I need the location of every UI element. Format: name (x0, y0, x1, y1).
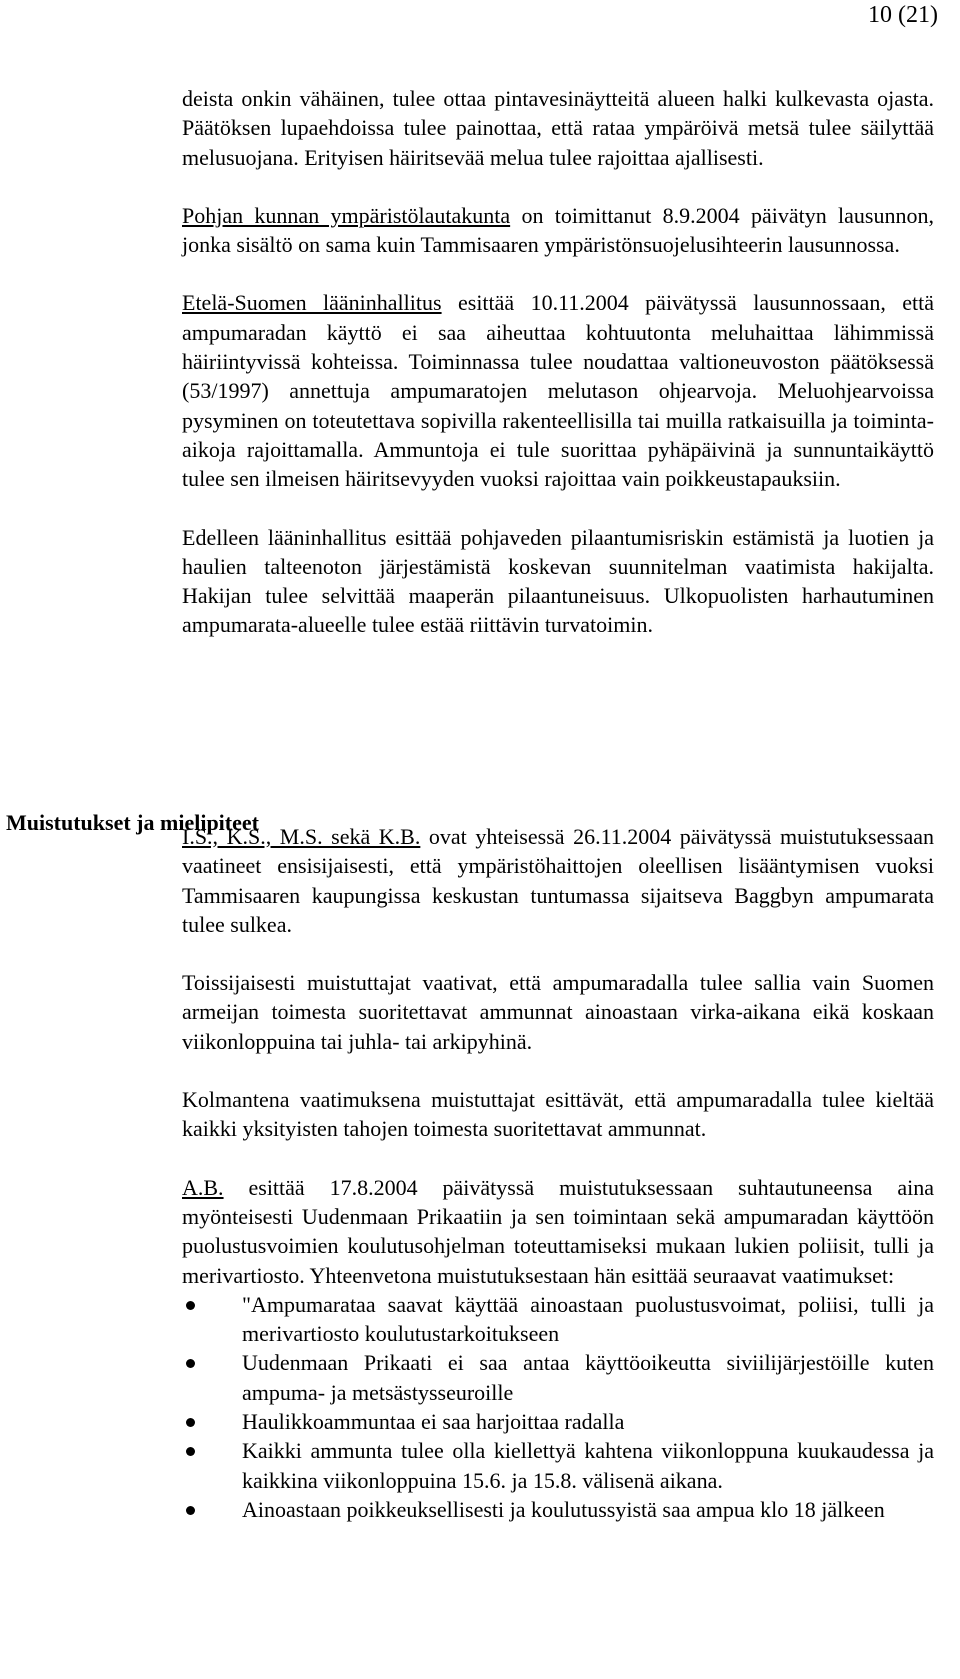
bullet-icon (186, 1418, 195, 1427)
paragraph-text: on toimittanut 8.9.2004 päivätyn lausunnon, jonka sisältö on sama kuin Tammisaaren ympäristönsuojelusihteerin lausunnossa. (182, 202, 934, 258)
paragraph-7: Kolmantena vaatimuksena muistuttajat esittävät, että ampumaradalla tulee kieltää kaikki yksityisten tahojen toimesta suoritettavat ammunnat. (182, 1087, 934, 1142)
list-item (182, 1495, 934, 1524)
page-number: 10 (21) (868, 2, 938, 28)
list-item (182, 1436, 934, 1495)
person-name: A.B. (182, 1174, 224, 1200)
paragraph-text: ovat yhteisessä 26.11.2004 päivätyssä muistutuksessaan vaatineet ensisijaisesti, että ympäristöhaittojen oleellisen lisääntymisen vuoksi Tammisaaren kaupungissa keskustan tuntumassa sijaitseva Baggbyn ampumarata tulee sulkea. (182, 824, 934, 937)
list-item (182, 1348, 934, 1407)
paragraph-3 (182, 288, 934, 493)
paragraph-6: Toissijaisesti muistuttajat vaativat, että ampumaradalla tulee sallia vain Suomen armeijan toimesta suoritettavat ammunnat ainoastaan virka-aikana eikä koskaan viikonloppuina tai juhla- tai arkipyhinä. (182, 970, 934, 1054)
list-item-text: Ainoastaan poikkeuksellisesti ja koulutussyistä saa ampua klo 18 jälkeen (242, 1496, 885, 1522)
text-block-top (182, 84, 934, 640)
bullet-icon (186, 1447, 195, 1456)
bullet-icon (186, 1506, 195, 1515)
paragraph-8 (182, 1173, 934, 1290)
list-item-text: Uudenmaan Prikaati ei saa antaa käyttöoikeutta siviilijärjestöille kuten ampuma- ja metsästysseuroille (242, 1350, 934, 1405)
paragraph-text: esittää 10.11.2004 päivätyssä lausunnossaan, että ampumaradan käyttö ei saa aiheuttaa kohtuutonta meluhaittaa lähimmissä häiriintyvissä kohteissa. Toiminnassa tulee noudattaa valtioneuvoston päätöksessä (53/1997) annettuja ampumaratojen melutason ohjearvoja. Meluohjearvoissa pysyminen on toteutettava sopivilla rakenteellisilla tai muilla ratkaisuilla ja toiminta-aikoja rajoittamalla. Ammuntoja ei tule suorittaa pyhäpäivinä ja sunnuntaikäyttö tulee sen ilmeisen häiritsevyyden vuoksi rajoittaa vain poikkeustapauksiin. (182, 290, 934, 492)
paragraph-5 (182, 822, 934, 939)
organization-name: Etelä-Suomen lääninhallitus (182, 290, 442, 316)
list-item-text: Haulikkoammuntaa ei saa harjoittaa radalla (242, 1409, 625, 1435)
paragraph-text: esittää 17.8.2004 päivätyssä muistutuksessaan suhtautuneensa aina myönteisesti Uudenmaan Prikaatiin ja sen toimintaan sekä ampumaradan käyttöön puolustusvoimien koulutusohjelman toteuttamiseksi mukaan lukien poliisit, tulli ja merivartiosto. Yhteenvetona muistutuksestaan hän esittää seuraavat vaatimukset: (182, 1174, 934, 1288)
bullet-icon (186, 1301, 195, 1310)
list-item-text: Kaikki ammunta tulee olla kiellettyä kahtena viikonloppuna kuukaudessa ja kaikkina viikonloppuina 15.6. ja 15.8. välisenä aikana. (242, 1438, 934, 1493)
paragraph-1: deista onkin vähäinen, tulee ottaa pintavesinäytteitä alueen halki kulkevasta ojasta. Päätöksen lupaehdoissa tulee painottaa, että rataa ympäröivä metsä tulee säilyttää melusuojana. Erityisen häiritsevää melua tulee rajoittaa ajallisesti. (182, 86, 934, 170)
requirements-list (182, 1290, 934, 1524)
organization-name: Pohjan kunnan ympäristölautakunta (182, 202, 511, 228)
list-item-text: "Ampumarataa saavat käyttää ainoastaan puolustusvoimat, poliisi, tulli ja merivartiosto koulutustarkoitukseen (242, 1291, 934, 1347)
section-heading: Muistutukset ja mielipiteet (6, 810, 259, 835)
paragraph-2 (182, 201, 934, 260)
bullet-icon (186, 1359, 195, 1368)
paragraph-4: Edelleen lääninhallitus esittää pohjaveden pilaantumisriskin estämistä ja luotien ja haulien talteenoton järjestämistä koskevan suunnitelman vaatimista hakijalta. Hakijan tulee selvittää maaperän pilaantuneisuus. Ulkopuolisten harhautuminen ampumarata-alueelle tulee estää riittävin turvatoimin. (182, 524, 934, 638)
text-block-bottom (182, 822, 934, 1524)
list-item (182, 1407, 934, 1436)
list-item (182, 1290, 934, 1349)
person-names: I.S., K.S., M.S. sekä K.B. (182, 824, 421, 849)
